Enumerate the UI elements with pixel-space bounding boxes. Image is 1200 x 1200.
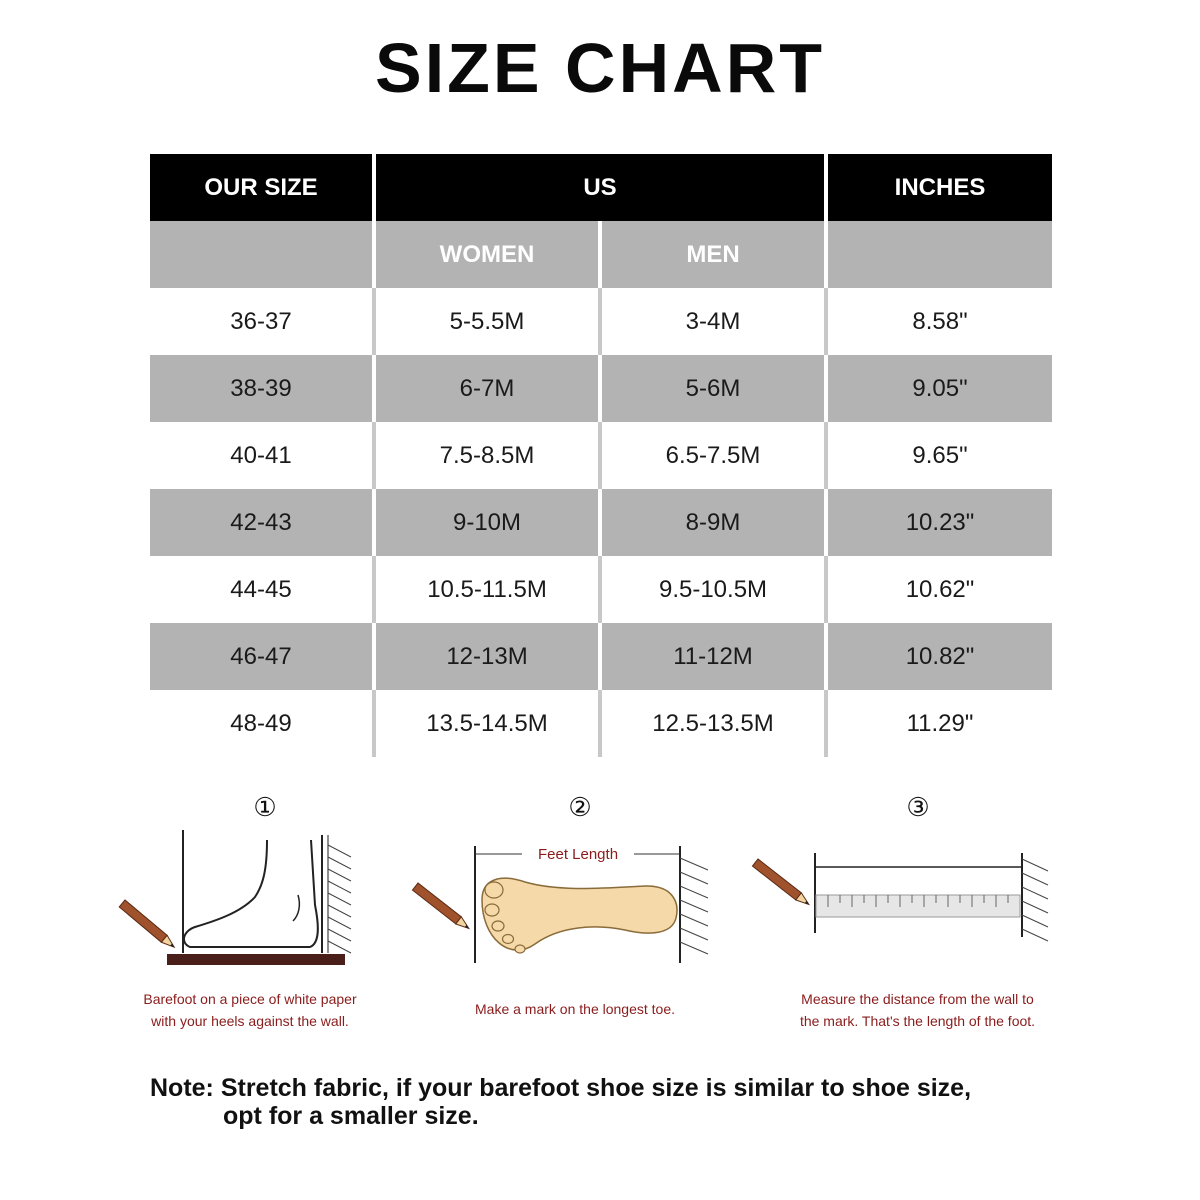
step-1-caption	[110, 988, 390, 1032]
cell-men: 12.5-13.5M	[600, 690, 826, 757]
size-note	[150, 1074, 1050, 1130]
feet-length-label: Feet Length	[537, 846, 619, 863]
cell-women: 10.5-11.5M	[374, 556, 600, 623]
cell-women: 6-7M	[374, 355, 600, 422]
note-line-1: Note: Stretch fabric, if your barefoot shoe size is similar to shoe size,	[150, 1074, 972, 1102]
cell-inches: 11.29"	[826, 690, 1052, 757]
cell-men: 6.5-7.5M	[600, 422, 826, 489]
step-2-feet-length-illustration	[410, 838, 720, 968]
page-title: SIZE CHART	[375, 29, 825, 107]
size-table	[150, 154, 1052, 757]
cell-our-size: 44-45	[150, 556, 374, 623]
cell-our-size: 38-39	[150, 355, 374, 422]
cell-inches: 9.05"	[826, 355, 1052, 422]
cell-inches: 10.62"	[826, 556, 1052, 623]
cell-our-size: 46-47	[150, 623, 374, 690]
cell-our-size: 42-43	[150, 489, 374, 556]
header-inches: INCHES	[826, 154, 1052, 221]
cell-men: 11-12M	[600, 623, 826, 690]
cell-men: 5-6M	[600, 355, 826, 422]
cell-women: 5-5.5M	[374, 288, 600, 355]
step-1-caption-line-1: Barefoot on a piece of white paper	[143, 991, 357, 1007]
step-3-caption-line-1: Measure the distance from the wall to	[801, 991, 1034, 1007]
step-3-caption-line-2: the mark. That's the length of the foot.	[799, 1013, 1036, 1029]
cell-inches: 10.82"	[826, 623, 1052, 690]
step-1-foot-against-wall-illustration	[115, 825, 375, 975]
table-subheader-row	[150, 221, 1052, 288]
subheader-empty	[150, 221, 374, 288]
cell-men: 3-4M	[600, 288, 826, 355]
step-3-measure-illustration	[750, 845, 1060, 945]
note-line-2: opt for a smaller size.	[223, 1102, 479, 1130]
table-row	[150, 690, 1052, 757]
step-3-caption	[770, 988, 1065, 1032]
table-row	[150, 556, 1052, 623]
measuring-ruler	[816, 895, 1020, 917]
cell-women: 9-10M	[374, 489, 600, 556]
cell-our-size: 36-37	[150, 288, 374, 355]
cell-our-size: 48-49	[150, 690, 374, 757]
cell-women: 12-13M	[374, 623, 600, 690]
cell-our-size: 40-41	[150, 422, 374, 489]
subheader-men: MEN	[600, 221, 826, 288]
header-our-size: OUR SIZE	[150, 154, 374, 221]
cell-women: 13.5-14.5M	[374, 690, 600, 757]
step-2-number: ②	[568, 792, 592, 822]
step-2-caption	[440, 998, 710, 1020]
cell-men: 8-9M	[600, 489, 826, 556]
table-row	[150, 489, 1052, 556]
step-1-number: ①	[253, 792, 277, 822]
step-1-caption-line-2: with your heels against the wall.	[151, 1013, 349, 1029]
table-row	[150, 623, 1052, 690]
subheader-women: WOMEN	[374, 221, 600, 288]
cell-women: 7.5-8.5M	[374, 422, 600, 489]
table-row	[150, 288, 1052, 355]
subheader-inches-empty	[826, 221, 1052, 288]
cell-inches: 9.65"	[826, 422, 1052, 489]
table-row	[150, 355, 1052, 422]
paper-board	[167, 954, 345, 965]
cell-inches: 10.23"	[826, 489, 1052, 556]
cell-inches: 8.58"	[826, 288, 1052, 355]
table-header-row	[150, 154, 1052, 221]
step-2-caption-line-1: Make a mark on the longest toe.	[475, 1001, 675, 1017]
step-3-number: ③	[906, 792, 930, 822]
table-row	[150, 422, 1052, 489]
header-us: US	[374, 154, 826, 221]
cell-men: 9.5-10.5M	[600, 556, 826, 623]
